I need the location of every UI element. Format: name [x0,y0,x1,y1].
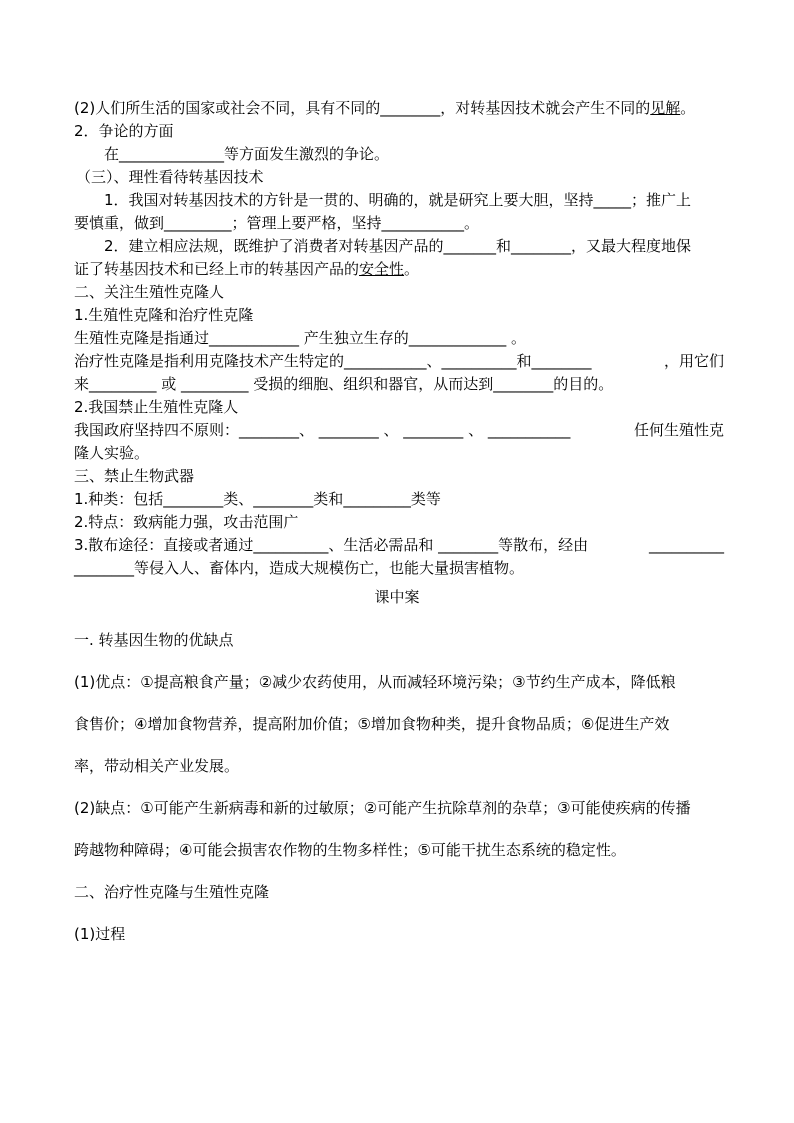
section-heading: 一. 转基因生物的优缺点 [74,631,234,649]
subheading: (1)过程 [74,925,126,943]
text-line: 治疗性克隆是指利用克隆技术产生特定的___________、__________和________ ，用它们 [74,352,724,370]
subheading: 2.我国禁止生殖性克隆人 [74,398,239,416]
text-line: 1.种类：包括________类、________类和_________类等 [74,490,441,508]
text-line: 生殖性克隆是指通过____________ 产生独立生存的_____________ 。 [74,329,527,347]
section-heading: 三、禁止生物武器 [74,467,195,485]
text-line: 来_________ 或 _________ 受损的细胞、组织和器官，从而达到________的目的。 [74,375,614,393]
text-line: 2.特点：致病能力强，攻击范围广 [74,513,299,531]
text-line: 2．建立相应法规，既维护了消费者对转基因产品的_______和________，又最大程度地保 [104,237,692,255]
text-line: 食售价；④增加食物营养，提高附加价值；⑤增加食物种类，提升食物品质；⑥促进生产效 [74,715,670,733]
text-line: 我国政府坚持四不原则：________、 ________ 、 ________ 、 ___________ 任何生殖性克 [74,421,724,439]
subheading: 2．争论的方面 [74,122,174,140]
text-line: (1)优点：①提高粮食产量；②减少农药使用，从而减轻环境污染；③节约生产成本，降低粮 [74,673,676,691]
text-line: 3.散布途径：直接或者通过__________、生活必需品和 ________等散布，经由 __________ [74,536,724,554]
text-line: 1．我国对转基因技术的方针是一贯的、明确的，就是研究上要大胆，坚持_____；推广上 [104,191,692,209]
text-line: 跨越物种障碍；④可能会损害农作物的生物多样性；⑤可能干扰生态系统的稳定性。 [74,841,626,859]
text-line: (2)缺点：①可能产生新病毒和新的过敏原；②可能产生抗除草剂的杂草；③可能使疾病的传播 [74,799,691,817]
section-heading: 二、治疗性克隆与生殖性克隆 [74,883,270,901]
page-title: 课中案 [374,588,420,606]
section-heading: 二、关注生殖性克隆人 [74,283,225,301]
section-heading: （三）、理性看待转基因技术 [76,168,264,186]
text-line: 证了转基因技术和已经上市的转基因产品的安全性。 [74,260,420,278]
text-line: 在______________等方面发生激烈的争论。 [104,145,390,163]
text-line: 率，带动相关产业发展。 [74,757,240,775]
text-line: ________等侵入人、畜体内，造成大规模伤亡，也能大量损害植物。 [74,559,525,577]
subheading: 1.生殖性克隆和治疗性克隆 [74,306,254,324]
text-line: (2)人们所生活的国家或社会不同，具有不同的________，对转基因技术就会产生不同的见解。 [74,99,696,117]
text-line: 隆人实验。 [74,444,150,462]
text-line: 要慎重，做到_________；管理上要严格，坚持___________。 [74,214,480,232]
